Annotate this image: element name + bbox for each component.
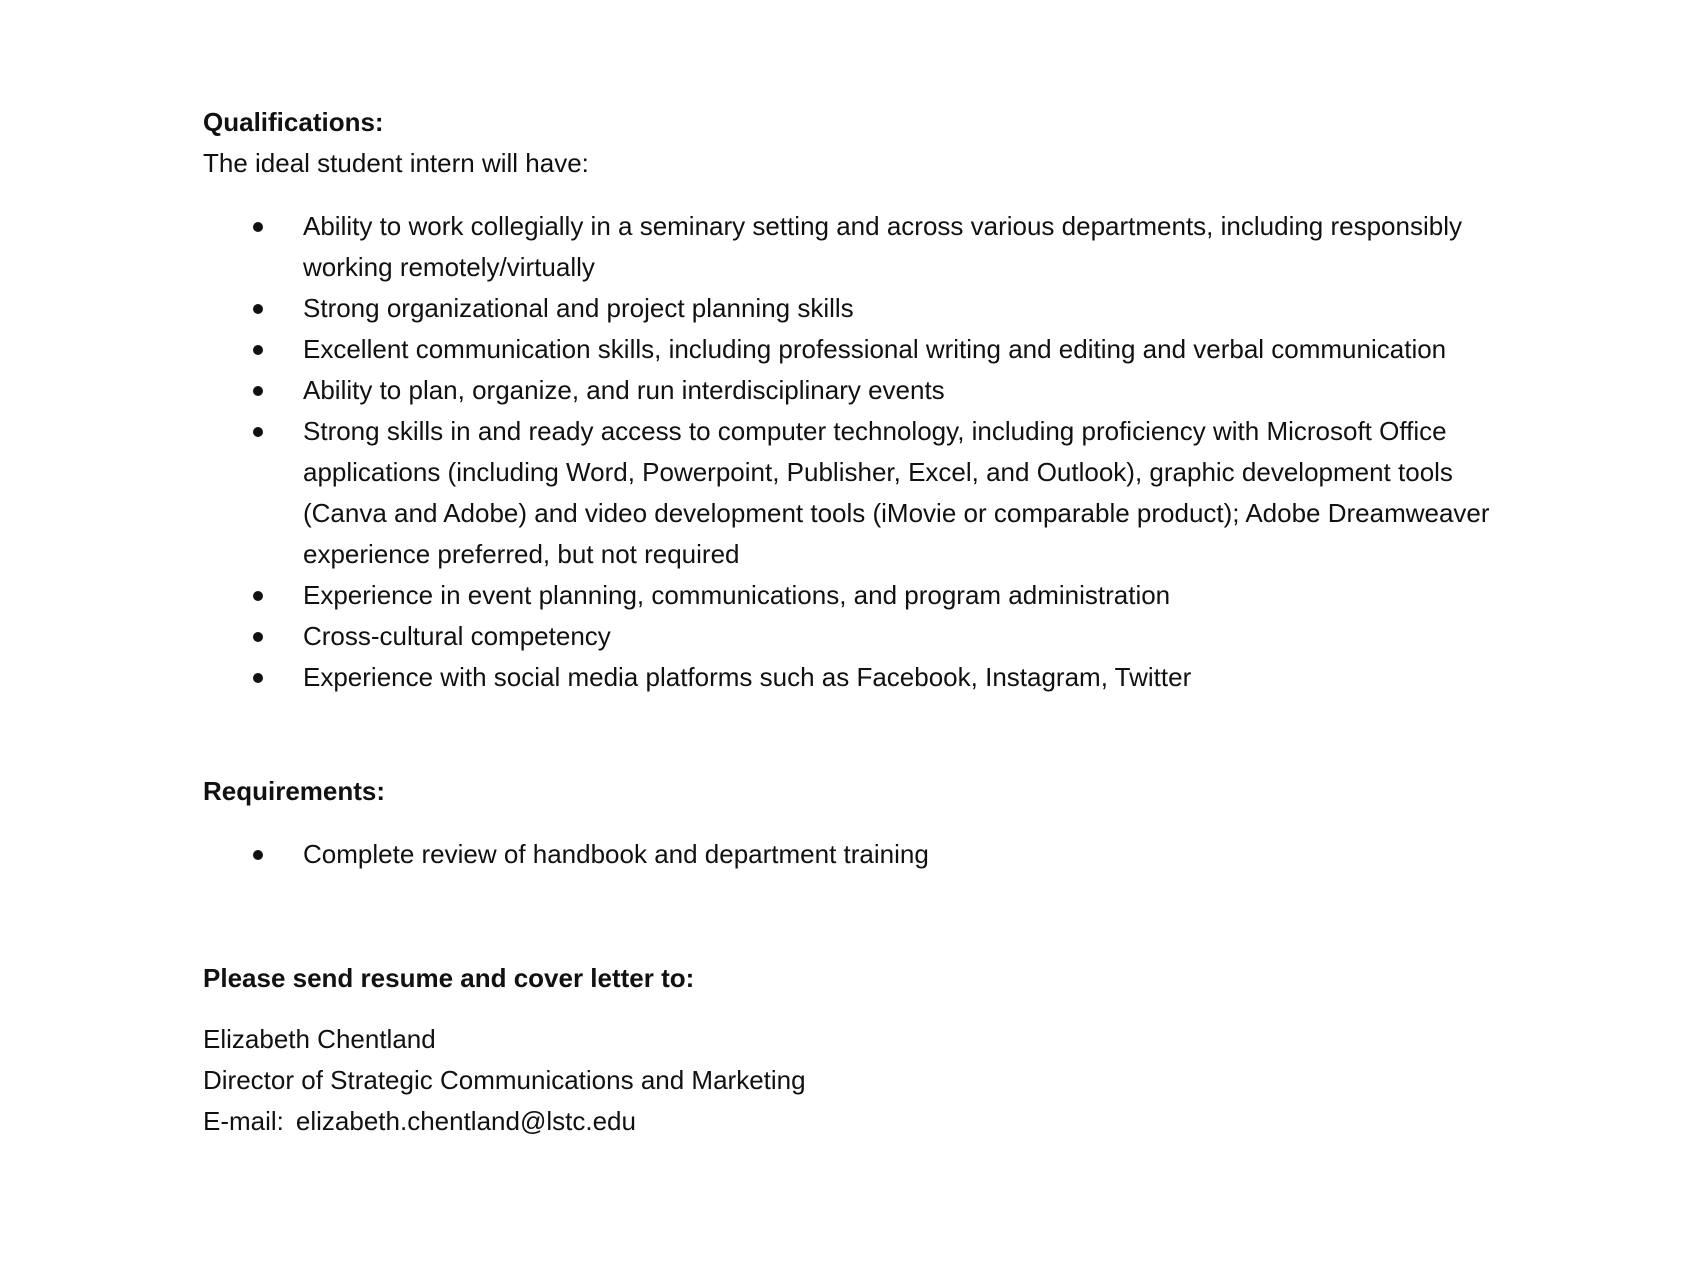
qualifications-section [203,102,1533,698]
contact-heading: Please send resume and cover letter to: [203,963,695,993]
list-item-text: Experience with social media platforms such as Facebook, Instagram, Twitter [303,662,1192,692]
bullet-icon [253,222,263,232]
list-item [203,575,1533,616]
email-label: E-mail: [203,1106,284,1136]
bullet-icon [253,304,263,314]
list-item-text: Ability to plan, organize, and run interdisciplinary events [303,375,945,405]
email-address: elizabeth.chentland@lstc.edu [295,1106,636,1136]
list-item-text: Ability to work collegially in a seminary setting and across various departments, including responsibly working remotely/virtually [303,211,1462,282]
bullet-icon [253,427,263,437]
bullet-icon [253,673,263,683]
requirements-heading: Requirements: [203,776,386,806]
list-item-text: Complete review of handbook and department training [303,839,929,869]
contact-title: Director of Strategic Communications and Marketing [203,1065,806,1095]
list-item [203,834,1533,875]
list-item [203,411,1533,575]
requirements-section [203,771,1533,875]
contact-name: Elizabeth Chentland [203,1024,436,1054]
contact-section [203,958,1533,1142]
bullet-icon [253,850,263,860]
requirements-list [203,834,1533,875]
list-item [203,206,1533,288]
qualifications-heading: Qualifications: [203,107,384,137]
contact-email-row [203,1101,1533,1142]
list-item-text: Excellent communication skills, including professional writing and editing and verbal communication [303,334,1447,364]
bullet-icon [253,591,263,601]
bullet-icon [253,632,263,642]
qualifications-list [203,206,1533,698]
list-item [203,288,1533,329]
list-item-text: Strong skills in and ready access to computer technology, including proficiency with Microsoft Office applications (including Word, Powerpoint, Publisher, Excel, and Outlook), graphic development tools (Canva and Adobe) and video development tools (iMovie or comparable product); Adobe Dreamweaver experience preferred, but not required [303,416,1490,569]
list-item [203,329,1533,370]
qualifications-intro: The ideal student intern will have: [203,148,589,178]
bullet-icon [253,386,263,396]
document-content [203,102,1533,1142]
list-item [203,657,1533,698]
list-item-text: Experience in event planning, communications, and program administration [303,580,1171,610]
list-item-text: Strong organizational and project planning skills [303,293,854,323]
bullet-icon [253,345,263,355]
contact-block [203,1019,1533,1142]
list-item [203,616,1533,657]
list-item-text: Cross-cultural competency [303,621,611,651]
list-item [203,370,1533,411]
